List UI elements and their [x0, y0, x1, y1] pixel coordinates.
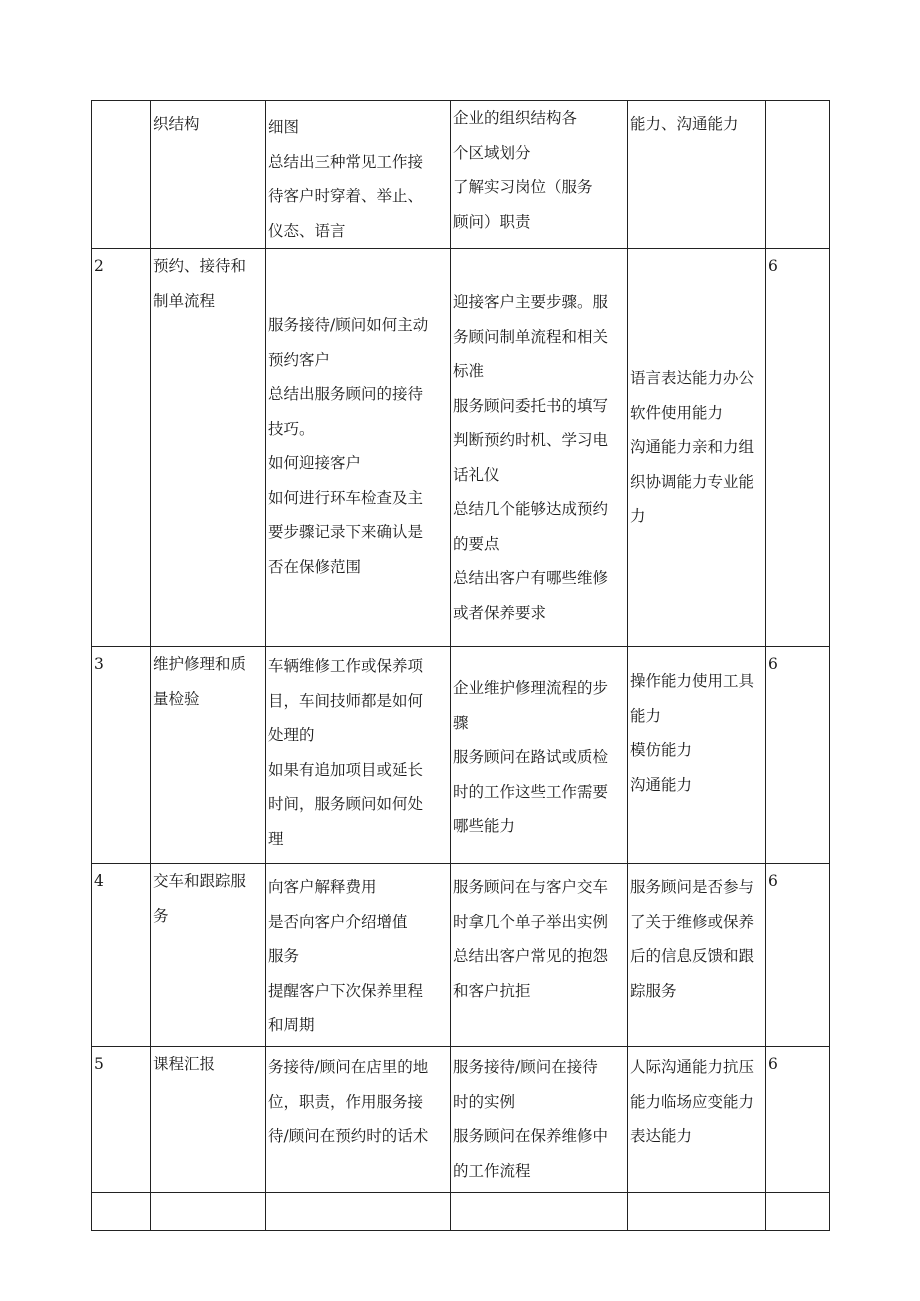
cell-line: 了解实习岗位（服务	[453, 178, 593, 196]
module-cell	[151, 647, 266, 864]
table-row	[92, 647, 830, 864]
cell-line: 的工作流程	[453, 1161, 531, 1180]
content-cell	[266, 101, 451, 249]
cell-line: 沟通能力	[630, 775, 693, 794]
cell-line: 时拿几个单子举出实例	[453, 912, 609, 931]
cell-line: 时的工作这些工作需要	[453, 782, 609, 801]
cell-line: 总结出客户常见的抱怨	[453, 947, 609, 965]
module-cell	[151, 249, 266, 647]
cell-line: 总结出客户有哪些维修	[453, 569, 609, 587]
ability-cell	[628, 647, 766, 864]
ability-cell	[628, 1047, 766, 1193]
cell-line: 能力、沟通能力	[630, 115, 739, 133]
cell-line: 是否向客户介绍增值	[268, 912, 408, 931]
cell-line: 如何迎接客户	[268, 454, 362, 472]
cell-line: 服务顾问在与客户交车	[453, 878, 609, 896]
cell-line: 时间，服务顾问如何处	[268, 795, 424, 813]
cell-line: 量检验	[153, 689, 200, 708]
cell-line: 骤	[453, 713, 469, 732]
cell-line: 车辆维修工作或保养项	[268, 657, 424, 675]
cell-line: 如果有追加项目或延长	[268, 760, 424, 779]
content-cell	[266, 1047, 451, 1193]
cell-line: 的要点	[453, 534, 500, 553]
ability-cell	[628, 1193, 766, 1231]
cell-line: 个区域划分	[453, 143, 531, 162]
cell-line: 人际沟通能力抗压	[630, 1058, 755, 1076]
cell-line: 位，职责，作用服务接	[268, 1092, 424, 1111]
cell-line: 沟通能力亲和力组	[630, 438, 755, 456]
cell-line: 理	[268, 829, 284, 848]
content-cell	[266, 249, 451, 647]
content-cell	[266, 864, 451, 1047]
table-row	[92, 864, 830, 1047]
cell-line: 迎接客户主要步骤。服	[453, 293, 609, 311]
ability-cell	[628, 101, 766, 249]
cell-line: 判断预约时机、学习电	[453, 431, 609, 449]
content-cell	[266, 647, 451, 864]
cell-line: 织结构	[153, 115, 200, 133]
row-number-cell	[92, 1193, 151, 1231]
cell-line: 语言表达能力办公	[630, 369, 755, 387]
task-cell	[451, 647, 628, 864]
cell-line: 服务接待/顾问如何主动	[268, 316, 429, 334]
hours-cell: 6	[766, 647, 830, 864]
ability-cell	[628, 864, 766, 1047]
course-table	[91, 100, 830, 1231]
module-cell	[151, 864, 266, 1047]
hours-cell: 6	[766, 864, 830, 1047]
ability-cell	[628, 249, 766, 647]
cell-line: 服务顾问是否参与	[630, 878, 755, 896]
cell-line: 企业维护修理流程的步	[453, 679, 609, 697]
table-row	[92, 1047, 830, 1193]
cell-line: 总结几个能够达成预约	[453, 500, 609, 518]
cell-line: 服务	[268, 947, 300, 965]
task-cell	[451, 101, 628, 249]
cell-line: 标准	[453, 362, 485, 380]
cell-line: 和周期	[268, 1016, 315, 1034]
row-number-cell: 4	[92, 864, 151, 1047]
task-cell	[451, 864, 628, 1047]
cell-line: 或者保养要求	[453, 603, 547, 622]
cell-line: 服务顾问在路试或质检	[453, 748, 609, 766]
cell-line: 预约、接待和	[153, 257, 247, 275]
cell-line: 能力	[630, 706, 662, 725]
cell-line: 操作能力使用工具	[630, 672, 755, 690]
cell-line: 总结出服务顾问的接待	[268, 385, 424, 403]
cell-line: 处理的	[268, 726, 315, 744]
cell-line: 服务顾问委托书的填写	[453, 396, 609, 415]
cell-line: 预约客户	[268, 350, 331, 369]
cell-line: 企业的组织结构各	[453, 109, 578, 127]
content-cell	[266, 1193, 451, 1231]
task-cell	[451, 1047, 628, 1193]
cell-line: 交车和跟踪服	[153, 872, 247, 890]
hours-cell: 6	[766, 249, 830, 647]
cell-line: 细图	[268, 118, 300, 136]
cell-line: 如何进行环车检查及主	[268, 488, 424, 507]
cell-line: 向客户解释费用	[268, 878, 377, 896]
hours-cell	[766, 1193, 830, 1231]
module-cell	[151, 1193, 266, 1231]
cell-line: 能力临场应变能力	[630, 1092, 755, 1111]
table-row	[92, 249, 830, 647]
row-number-cell: 2	[92, 249, 151, 647]
cell-line: 力	[630, 507, 646, 525]
cell-line: 踪服务	[630, 981, 677, 1000]
cell-line: 表达能力	[630, 1127, 693, 1145]
cell-line: 织协调能力专业能	[630, 472, 755, 491]
row-number-cell: 3	[92, 647, 151, 864]
cell-line: 待客户时穿着、举止、	[268, 187, 424, 205]
cell-line: 否在保修范围	[268, 557, 362, 576]
cell-line: 和客户抗拒	[453, 981, 531, 1000]
cell-line: 服务接待/顾问在接待	[453, 1058, 598, 1076]
module-cell	[151, 1047, 266, 1193]
cell-line: 顾问）职责	[453, 212, 531, 231]
cell-line: 课程汇报	[153, 1055, 216, 1073]
cell-line: 维护修理和质	[153, 655, 247, 673]
cell-line: 待/顾问在预约时的话术	[268, 1127, 429, 1145]
cell-line: 服务顾问在保养维修中	[453, 1127, 609, 1145]
hours-cell	[766, 101, 830, 249]
cell-line: 软件使用能力	[630, 403, 724, 422]
cell-line: 话礼仪	[453, 465, 500, 484]
cell-line: 哪些能力	[453, 817, 516, 835]
task-cell	[451, 249, 628, 647]
cell-line: 了关于维修或保养	[630, 912, 755, 931]
row-number-cell	[92, 101, 151, 249]
cell-line: 提醒客户下次保养里程	[268, 981, 424, 1000]
cell-line: 技巧。	[268, 419, 315, 438]
table-row	[92, 1193, 830, 1231]
cell-line: 时的实例	[453, 1092, 516, 1111]
cell-line: 制单流程	[153, 291, 216, 310]
module-cell	[151, 101, 266, 249]
cell-line: 要步骤记录下来确认是	[268, 523, 424, 541]
cell-line: 务接待/顾问在店里的地	[268, 1058, 429, 1076]
cell-line: 务顾问制单流程和相关	[453, 327, 609, 346]
task-cell	[451, 1193, 628, 1231]
cell-line: 模仿能力	[630, 741, 693, 759]
cell-line: 总结出三种常见工作接	[268, 152, 424, 171]
cell-line: 务	[153, 906, 169, 925]
row-number-cell: 5	[92, 1047, 151, 1193]
table-row	[92, 101, 830, 249]
hours-cell: 6	[766, 1047, 830, 1193]
cell-line: 后的信息反馈和跟	[630, 947, 755, 965]
cell-line: 目，车间技师都是如何	[268, 691, 424, 710]
cell-line: 仪态、语言	[268, 221, 346, 240]
